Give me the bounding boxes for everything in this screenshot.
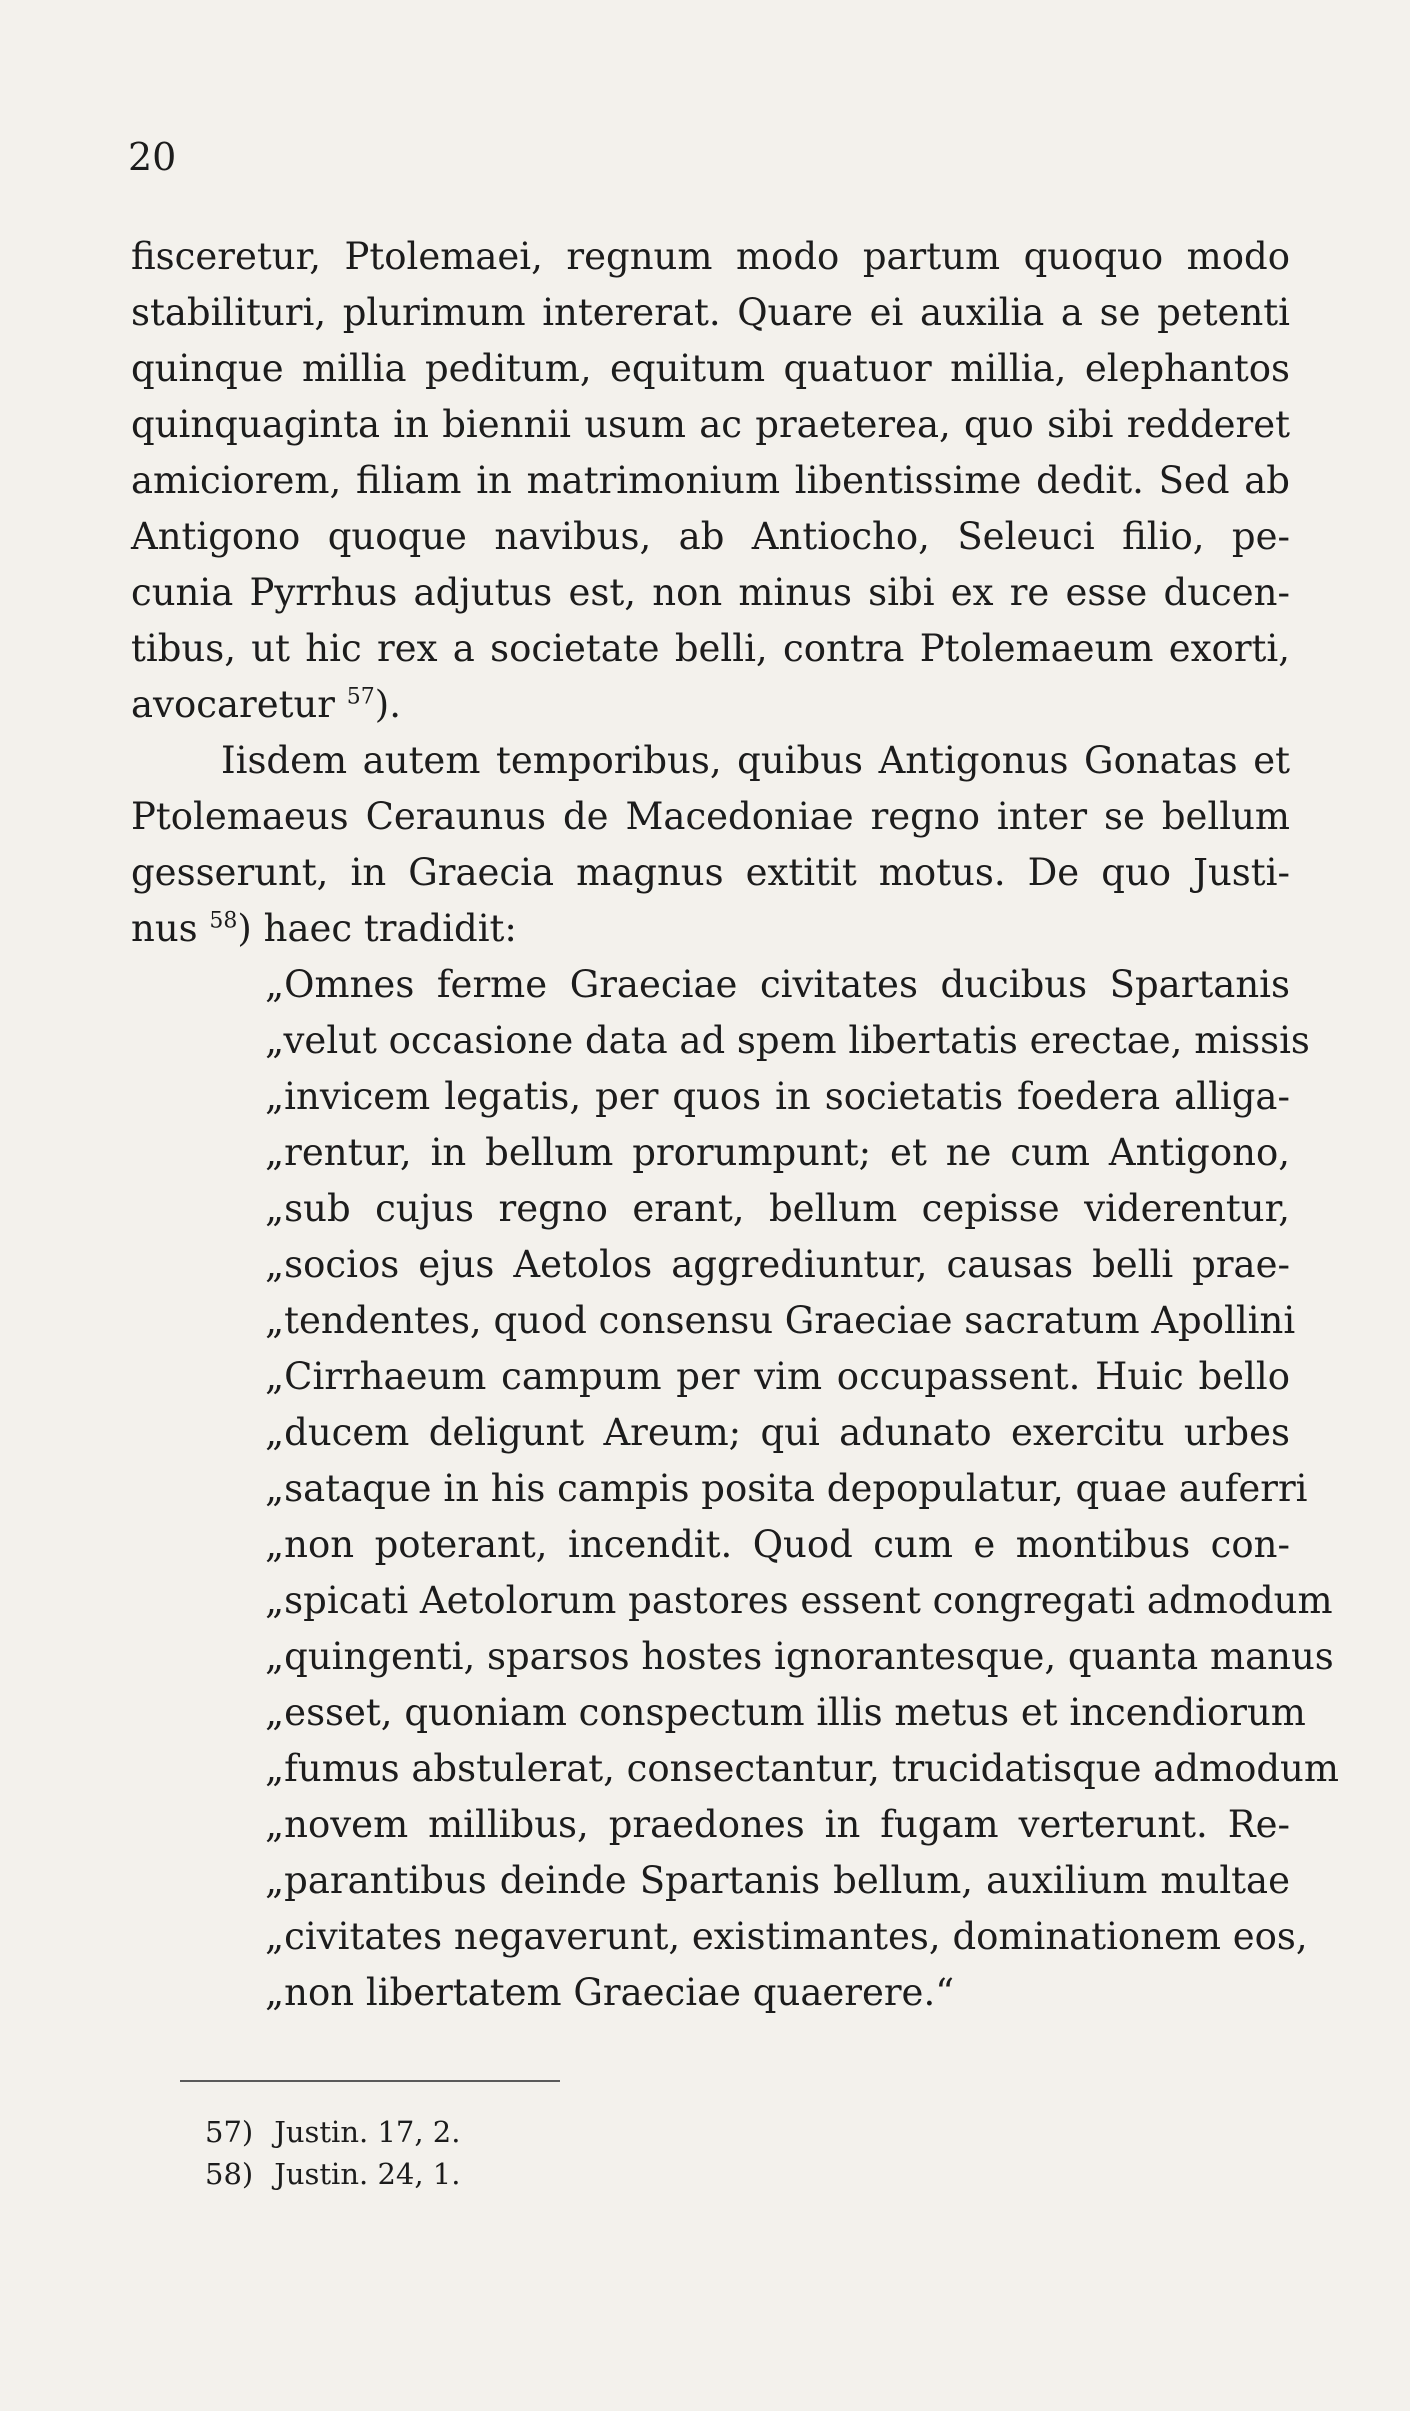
text-line: Iisdem autem temporibus, quibus Antigonus Gonatas et <box>221 739 1290 782</box>
page-number: 20 <box>128 135 177 179</box>
quote-line: „esset, quoniam conspectum illis metus et incendiorum <box>265 1691 1306 1734</box>
quote-line: „Cirrhaeum campum per vim occupassent. Huic bello <box>265 1355 1290 1398</box>
quote-line: „non libertatem Graeciae quaerere.“ <box>265 1971 955 2014</box>
footnote-ref-58: 58 <box>209 908 238 934</box>
footnote-number: 57) <box>205 2115 254 2149</box>
quote-line: „civitates negaverunt, existimantes, dominationem eos, <box>265 1915 1308 1958</box>
footnote-divider <box>180 2080 560 2082</box>
text-line: gesserunt, in Graecia magnus extitit motus. De quo Justi- <box>131 851 1290 894</box>
footnote-number: 58) <box>205 2157 254 2191</box>
quote-line: „tendentes, quod consensu Graeciae sacratum Apollini <box>265 1299 1296 1342</box>
quote-line: „non poterant, incendit. Quod cum e montibus con- <box>265 1523 1290 1566</box>
quote-line: „invicem legatis, per quos in societatis foedera alliga- <box>265 1075 1290 1118</box>
text-line: quinquaginta in biennii usum ac praeterea, quo sibi redderet <box>131 403 1290 446</box>
text-line: Ptolemaeus Ceraunus de Macedoniae regno inter se bellum <box>131 795 1290 838</box>
footnote-58 <box>205 2157 461 2191</box>
quote-line: „rentur, in bellum prorumpunt; et ne cum Antigono, <box>265 1131 1290 1174</box>
quote-line: „fumus abstulerat, consectantur, trucidatisque admodum <box>265 1747 1339 1790</box>
footnote-ref-57: 57 <box>346 684 375 710</box>
text-line: fisceretur, Ptolemaei, regnum modo partum quoquo modo <box>131 235 1290 278</box>
footnote-text: Justin. 17, 2. <box>274 2115 461 2149</box>
quote-line: „sub cujus regno erant, bellum cepisse viderentur, <box>265 1187 1290 1230</box>
text-line: stabilituri, plurimum intererat. Quare ei auxilia a se petenti <box>131 291 1290 334</box>
footnote-text: Justin. 24, 1. <box>274 2157 461 2191</box>
quote-line: „socios ejus Aetolos aggrediuntur, causas belli prae- <box>265 1243 1290 1286</box>
quote-line: „Omnes ferme Graeciae civitates ducibus Spartanis <box>265 963 1290 1006</box>
text-line: nus $^{58}$) haec tradidit: <box>131 907 517 950</box>
text-line: cunia Pyrrhus adjutus est, non minus sibi ex re esse ducen- <box>131 571 1290 614</box>
text-line: tibus, ut hic rex a societate belli, contra Ptolemaeum exorti, <box>131 627 1290 670</box>
quote-line: „sataque in his campis posita depopulatur, quae auferri <box>265 1467 1308 1510</box>
footnote-57 <box>205 2115 461 2149</box>
text-line: amiciorem, filiam in matrimonium libentissime dedit. Sed ab <box>131 459 1290 502</box>
quote-line: „quingenti, sparsos hostes ignorantesque, quanta manus <box>265 1635 1334 1678</box>
quote-line: „ducem deligunt Areum; qui adunato exercitu urbes <box>265 1411 1290 1454</box>
text-line: Antigono quoque navibus, ab Antiocho, Seleuci filio, pe- <box>131 515 1290 558</box>
quote-line: „parantibus deinde Spartanis bellum, auxilium multae <box>265 1859 1290 1902</box>
quote-line: „spicati Aetolorum pastores essent congregati admodum <box>265 1579 1333 1622</box>
quote-line: „velut occasione data ad spem libertatis erectae, missis <box>265 1019 1310 1062</box>
text-line: quinque millia peditum, equitum quatuor millia, elephantos <box>131 347 1290 390</box>
quote-line: „novem millibus, praedones in fugam verterunt. Re- <box>265 1803 1290 1846</box>
text-line: avocaretur $^{57}$). <box>131 683 401 726</box>
